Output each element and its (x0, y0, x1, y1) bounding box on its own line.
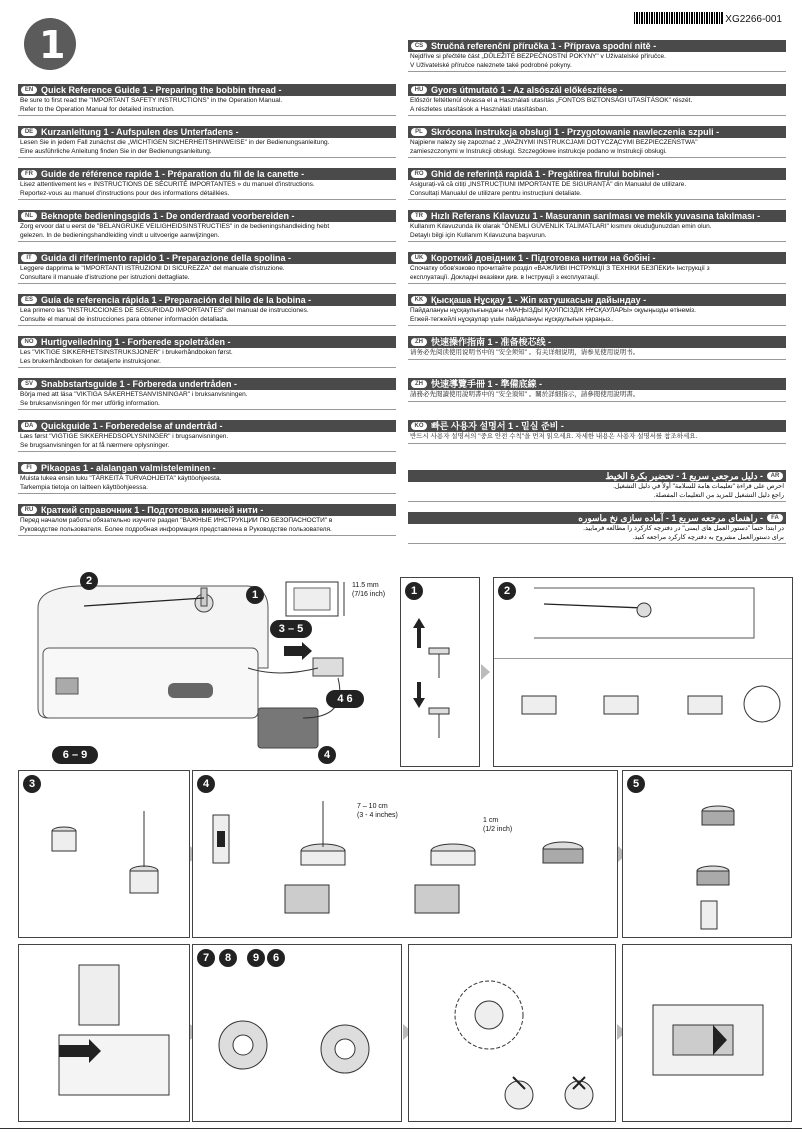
section-body (18, 516, 396, 536)
language-code-badge: AR (767, 472, 783, 480)
callout-4: 4 (318, 746, 336, 764)
section-title: 快速操作指南 1 - 准备梭芯线 - (431, 337, 552, 347)
section-ko (408, 420, 786, 444)
section-line: Consultare il manuale d'istruzione per istruzioni dettagliate. (20, 273, 190, 281)
section-line: Consultați Manualul de utilizare pentru instrucțiuni detaliate. (410, 189, 582, 197)
section-line: gelezen. In de bedieningshandleiding vindt u uitvoerige aanwijzingen. (20, 231, 220, 239)
section-line: Asigurați-vă că citiți „INSTRUCȚIUNI IMPORTANTE DE SIGURANȚĂ" din Manualul de utilizare. (410, 181, 687, 188)
section-line: Lesen Sie in jedem Fall zunächst die „WICHTIGEN SICHERHEITSHINWEISE" in der Bedienungsanleitung. (20, 139, 330, 146)
callout-2: 2 (80, 572, 98, 590)
bobbin-size-diagram (282, 578, 392, 624)
section-line: Kullanım Kılavuzunda ilk olarak "ÖNEMLİ GÜVENLİK TALİMATLARI" kısmını okuduğunuzdan emin olun. (410, 223, 712, 230)
section-zh (408, 336, 786, 360)
barcode (634, 12, 724, 24)
step-3-panel (18, 770, 190, 938)
section-line: Пайдалануы нұсқаулығындағы «МАҢЫЗДЫ ҚАУІПСІЗДІК НҰСҚАУЛАРЫ» оқуыңызды өтінеміз. (410, 307, 696, 314)
section-header (18, 420, 396, 432)
section-title: 快速導覽手冊 1 - 準備底線 - (431, 379, 543, 389)
step-9-badge: 9 (247, 949, 265, 967)
section-title: 빠른 사용자 설명서 1 - 밑실 준비 - (431, 421, 564, 431)
section-body (18, 348, 396, 368)
bobbin-height-mm: 11.5 mm (352, 582, 379, 589)
section-title: Hızlı Referans Kılavuzu 1 - Masuranın sarılması ve mekik yuvasına takılması - (431, 211, 761, 221)
document-code: XG2266-001 (725, 14, 782, 25)
section-line: Se brugsanvisningen for at få nærmere oplysninger. (20, 441, 170, 449)
insert-bobbin-panel-b (192, 944, 402, 1122)
language-code-badge: DE (21, 128, 37, 136)
section-header (18, 294, 396, 306)
section-line: Læs først "VIGTIGE SIKKERHEDSOPLYSNINGER" i brugsanvisningen. (20, 433, 229, 440)
section-line: Zorg ervoor dat u eerst de "BELANGRIJKE VEILIGHEIDSINSTRUCTIES" in de bedieningshandleiding hebt (20, 223, 330, 230)
section-line: Leggere dapprima le "IMPORTANTI ISTRUZIONI DI SICUREZZA" del manuale d'istruzione. (20, 265, 285, 272)
section-line: در ابتدا حتماً "دستور العمل های ایمنی" در دفترچه کارکرد را مطالعه فرمایید. (583, 525, 784, 532)
section-it (18, 252, 396, 284)
language-code-badge: ZH (411, 380, 427, 388)
step-4-panel (192, 770, 618, 938)
section-body (18, 222, 396, 242)
step-1-badge: 1 (405, 582, 423, 600)
section-title: Қысқаша Нұсқау 1 - Жіп катушкасын дайындау - (431, 295, 647, 305)
section-title: Guida di riferimento rapido 1 - Preparazione della spolina - (41, 253, 292, 263)
section-line: Muista lukea ensin luku "TÄRKEITÄ TURVAOHJEITA" käyttöohjeesta. (20, 475, 222, 482)
section-line: Detaylı bilgi için Kullanım Kılavuzuna başvurun. (410, 231, 547, 239)
section-body (408, 264, 786, 284)
bobbin-insert-illustration (193, 945, 401, 1121)
section-line: Lisez attentivement les « INSTRUCTIONS DE SÉCURITÉ IMPORTANTES » du manuel d'instructions. (20, 181, 315, 188)
section-body (18, 96, 396, 116)
section-title: Guía de referencia rápida 1 - Preparación del hilo de la bobina - (41, 295, 312, 305)
section-body (408, 482, 786, 502)
language-code-badge: FR (21, 170, 37, 178)
language-code-badge: SV (21, 380, 37, 388)
section-body (408, 138, 786, 158)
thread-guide-illustration (409, 945, 615, 1121)
section-en (18, 84, 396, 116)
section-header (18, 84, 396, 96)
section-line: V Uživatelské příručce naleznete také podrobné pokyny. (410, 61, 572, 69)
section-line: Руководстве пользователя. Более подробная информация представлена в Руководстве пользователя. (20, 525, 332, 533)
step-3-badge: 3 (23, 775, 41, 793)
section-title: راهنمای مرجعه سریع 1 - آماده سازی نخ ماسوره - (578, 513, 763, 523)
section-header (408, 420, 786, 432)
section-fa (408, 512, 786, 544)
step-1-panel (400, 577, 480, 767)
presser-foot-illustration (19, 945, 189, 1121)
step-8-badge: 8 (219, 949, 237, 967)
step-5-panel (622, 770, 792, 938)
section-cs (408, 40, 786, 72)
section-line: Refer to the Operation Manual for detailed instruction. (20, 105, 175, 113)
section-header (408, 252, 786, 264)
language-code-badge: ES (21, 296, 37, 304)
section-line: احرص على قراءة "تعليمات هامة للسلامة" أولاً في دليل التشغيل. (613, 483, 784, 490)
section-line: Eine ausführliche Anleitung finden Sie in der Bedienungsanleitung. (20, 147, 212, 155)
section-line: A részletes utasítások a Használati utasításban. (410, 105, 549, 113)
section-body (408, 348, 786, 360)
thread-length-cm: 7 – 10 cm (357, 803, 388, 810)
language-code-badge: RU (21, 506, 37, 514)
insert-bobbin-panel-a (18, 944, 190, 1122)
section-line: Consulte el manual de instrucciones para obtener información detallada. (20, 315, 229, 323)
section-line: Tarkempia tietoja on laitteen käyttöohjeessa. (20, 483, 148, 491)
section-title: Ghid de referință rapidă 1 - Pregătirea firului bobinei - (431, 169, 660, 179)
section-es (18, 294, 396, 326)
section-body (408, 432, 786, 444)
section-body (18, 138, 396, 158)
thread-cut-cm: 1 cm (483, 817, 499, 824)
section-line: zamieszczonymi w Instrukcji obsługi. Szczegółowe instrukcje podano w Instrukcji obsługi. (410, 147, 667, 155)
section-line: Reportez-vous au manuel d'instructions pour des informations détaillées. (20, 189, 230, 197)
language-code-badge: UK (411, 254, 427, 262)
section-header (408, 512, 786, 524)
section-line: експлуатації. Докладні вказівки див. в Інструкції з експлуатації. (410, 273, 600, 281)
section-zh (408, 378, 786, 402)
section-body (18, 180, 396, 200)
language-code-badge: PL (411, 128, 427, 136)
section-body (18, 474, 396, 494)
bottom-rule (0, 1128, 802, 1129)
section-header (18, 210, 396, 222)
section-line: Lea primero las "INSTRUCCIONES DE SEGURIDAD IMPORTANTES" del manual de instrucciones. (20, 307, 309, 314)
language-code-badge: EN (21, 86, 37, 94)
section-header (408, 336, 786, 348)
callout-1: 1 (246, 586, 264, 604)
section-title: Hurtigveiledning 1 - Forberede spoletråden - (41, 337, 231, 347)
section-body (408, 222, 786, 242)
section-body (408, 306, 786, 326)
step-5-badge: 5 (627, 775, 645, 793)
section-title: Skrócona instrukcja obsługi 1 - Przygotowanie nawleczenia szpuli - (431, 127, 720, 137)
bobbin-height-inch: (7/16 inch) (352, 591, 386, 598)
step-7-badge: 7 (197, 949, 215, 967)
section-header (18, 126, 396, 138)
thread-length-inch: (3 - 4 inches) (357, 812, 398, 819)
section-line: راجع دليل التشغيل للمزيد من التعليمات المفصلة. (653, 491, 784, 499)
section-ro (408, 168, 786, 200)
language-code-badge: RO (411, 170, 427, 178)
section-line: Les "VIKTIGE SIKKERHETSINSTRUKSJONER" i brukerhåndboken først. (20, 349, 233, 356)
section-title: Beknopte bedieningsgids 1 - De onderdraad voorbereiden - (41, 211, 295, 221)
guide-number-logo (24, 18, 76, 70)
section-body (408, 180, 786, 200)
insert-bobbin-panel-c (408, 944, 616, 1122)
section-nl (18, 210, 396, 242)
section-header (408, 470, 786, 482)
section-uk (408, 252, 786, 284)
section-header (408, 168, 786, 180)
section-body (408, 524, 786, 544)
step-6-badge: 6 (267, 949, 285, 967)
section-header (18, 504, 396, 516)
section-title: Guide de référence rapide 1 - Préparation du fil de la canette - (41, 169, 305, 179)
section-line: Először feltétlenül olvassa el a Használati utasítás „FONTOS BIZTONSÁGI UTASÍTÁSOK" részét. (410, 97, 693, 104)
section-header (408, 294, 786, 306)
section-header (18, 252, 396, 264)
section-title: Kurzanleitung 1 - Aufspulen des Unterfadens - (41, 127, 239, 137)
language-code-badge: FA (767, 514, 783, 522)
language-code-badge: KO (411, 422, 427, 430)
section-title: Gyors útmutató 1 - Az alsószál előkészítése - (431, 85, 623, 95)
language-code-badge: HU (411, 86, 427, 94)
section-line: Les brukerhåndboken for detaljerte instruksjoner. (20, 357, 161, 365)
section-title: Краткий справочник 1 - Подготовка нижней нити - (41, 505, 264, 515)
section-header (408, 210, 786, 222)
section-ru (18, 504, 396, 536)
language-code-badge: KK (411, 296, 427, 304)
step-2-illustration (494, 578, 792, 766)
language-code-badge: FI (21, 464, 37, 472)
section-header (408, 126, 786, 138)
section-line: 请务必先阅读使用说明书中的 "安全须知" 。有关详细说明，请参见使用说明书。 (410, 349, 640, 356)
section-body (18, 390, 396, 410)
section-body (408, 390, 786, 402)
section-body (18, 264, 396, 284)
section-no (18, 336, 396, 368)
language-code-badge: TR (411, 212, 427, 220)
section-line: Спочатку обов'язково прочитайте розділ «ВАЖЛИВІ ІНСТРУКЦІЇ З ТЕХНІКИ БЕЗПЕКИ» Інструкції з (410, 265, 710, 272)
section-title: Quick Reference Guide 1 - Preparing the bobbin thread - (41, 85, 282, 95)
section-fi (18, 462, 396, 494)
section-header (408, 40, 786, 52)
section-line: Börja med att läsa "VIKTIGA SÄKERHETSANVISNINGAR" i bruksanvisningen. (20, 391, 248, 398)
section-header (18, 336, 396, 348)
section-title: Короткий довідник 1 - Підготовка нитки на бобіні - (431, 253, 656, 263)
guide-number: 1 (39, 23, 66, 67)
cover-plate-illustration (623, 945, 791, 1121)
section-line: برای دستورالعمل مشروح به دفترچه کارکرد مراجعه کنید. (632, 533, 784, 541)
callout-3-5: 3 – 5 (270, 620, 312, 638)
insert-bobbin-panel-d (622, 944, 792, 1122)
section-title: Stručná referenční příručka 1 - Příprava spodní nitě - (431, 41, 657, 51)
section-ar (408, 470, 786, 502)
section-line: Be sure to first read the "IMPORTANT SAFETY INSTRUCTIONS" in the Operation Manual. (20, 97, 283, 104)
section-da (18, 420, 396, 452)
section-title: Pikaopas 1 - alalangan valmisteleminen - (41, 463, 216, 473)
section-hu (408, 84, 786, 116)
section-line: Se bruksanvisningen för mer utförlig information. (20, 399, 160, 407)
step-arrow (481, 664, 490, 680)
section-title: Snabbstartsguide 1 - Förbereda undertråden - (41, 379, 238, 389)
step-1-illustration (401, 578, 479, 766)
language-code-badge: ZH (411, 338, 427, 346)
language-code-badge: NO (21, 338, 37, 346)
step-5-illustration (623, 771, 791, 937)
step-3-illustration (19, 771, 189, 937)
section-body (408, 96, 786, 116)
step-2-badge: 2 (498, 582, 516, 600)
section-header (18, 378, 396, 390)
step-2-panel (493, 577, 793, 767)
section-line: 반드시 사용자 설명서의 "중요 안전 수칙"을 먼저 읽으세요. 자세한 내용은 사용자 설명서를 참조하세요. (410, 433, 698, 440)
callout-6-9: 6 – 9 (52, 746, 98, 764)
section-sv (18, 378, 396, 410)
section-de (18, 126, 396, 158)
section-header (408, 84, 786, 96)
section-title: Quickguide 1 - Forberedelse af undertråd - (41, 421, 223, 431)
callout-4-6: 4 6 (326, 690, 364, 708)
section-line: Nejdříve si přečtěte část „DŮLEŽITÉ BEZPEČNOSTNÍ POKYNY" v Uživatelské příručce. (410, 53, 666, 60)
section-header (18, 462, 396, 474)
section-line: Najpierw należy się zapoznać z „WAŻNYMI INSTRUKCJAMI DOTYCZĄCYMI BEZPIECZEŃSTWA" (410, 139, 698, 146)
section-line: Перед началом работы обязательно изучите раздел "ВАЖНЫЕ ИНСТРУКЦИИ ПО БЕЗОПАСНОСТИ" в (20, 517, 333, 524)
section-body (18, 432, 396, 452)
step-4-badge: 4 (197, 775, 215, 793)
section-tr (408, 210, 786, 242)
section-fr (18, 168, 396, 200)
bobbin-icon (282, 578, 362, 618)
section-kk (408, 294, 786, 326)
section-body (408, 52, 786, 72)
language-code-badge: IT (21, 254, 37, 262)
step-4-illustration (193, 771, 617, 937)
language-code-badge: CS (411, 42, 427, 50)
section-body (18, 306, 396, 326)
section-pl (408, 126, 786, 158)
section-line: 請務必先閱讀使用說明書中的 "安全須知" 。關於詳細指示，請參閱使用說明書。 (410, 391, 640, 398)
thread-cut-inch: (1/2 inch) (483, 826, 513, 833)
language-code-badge: DA (21, 422, 37, 430)
section-header (18, 168, 396, 180)
section-line: Егжей-тегжейлі нұсқаулар үшін пайдалануы нұсқаулығын қараңыз.. (410, 315, 614, 323)
section-title: دليل مرجعي سريع 1 - تحضير بكرة الخيط - (605, 471, 763, 481)
section-header (408, 378, 786, 390)
language-code-badge: NL (21, 212, 37, 220)
